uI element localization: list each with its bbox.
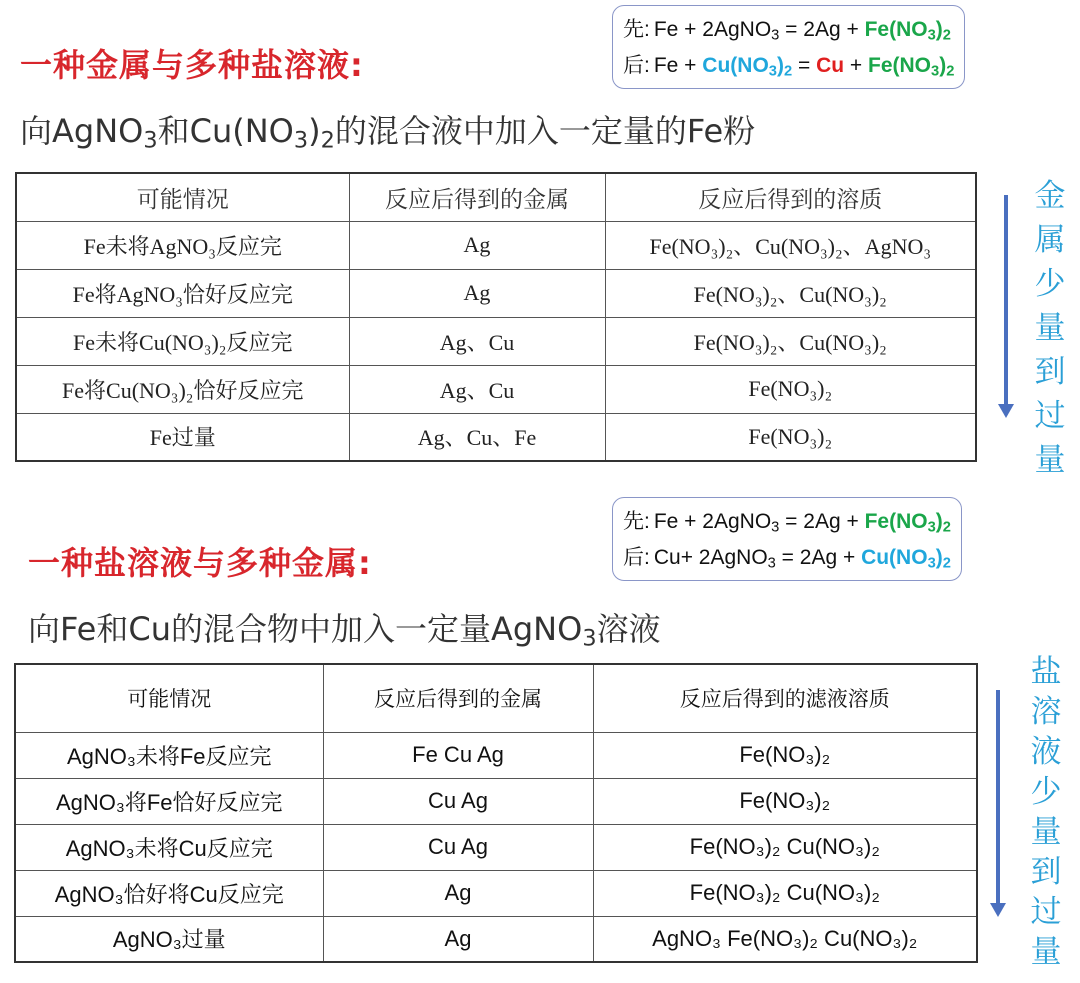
table-cell: AgNO₃未将Fe反应完 — [15, 732, 323, 778]
section1-down-arrow-icon — [998, 404, 1014, 418]
eq-part: = 2Ag + — [779, 18, 865, 41]
table-cell: Cu Ag — [323, 824, 593, 870]
table-cell: Ag — [349, 221, 605, 269]
eq-product-blue: $Cu(NO_3)_2$ — [861, 546, 951, 572]
table-row — [15, 916, 977, 962]
table-cell: Ag、Cu — [349, 365, 605, 413]
table-cell: Fe将AgNO₃恰好反应完 — [16, 269, 349, 317]
table-cell: AgNO₃将Fe恰好反应完 — [15, 778, 323, 824]
table-cell: Ag、Cu、Fe — [349, 413, 605, 461]
table-cell: Fe(NO₃)₂ Cu(NO₃)₂ — [593, 824, 977, 870]
header-cell: 反应后得到的金属 — [349, 173, 605, 221]
table-row — [16, 269, 976, 317]
section2-equation-second — [623, 540, 951, 576]
table-header-row — [16, 173, 976, 221]
table-row — [16, 413, 976, 461]
table-cell: Fe将Cu(NO₃)₂恰好反应完 — [16, 365, 349, 413]
table-cell: Fe(NO₃)₂ — [605, 413, 976, 461]
header-cell: 可能情况 — [15, 664, 323, 732]
section1-equation-first — [623, 12, 954, 48]
eq-part: = 2Ag + — [779, 510, 865, 533]
section1-side-label: 金 属 少 量 到 过 量 — [1034, 178, 1066, 478]
eq-metal-red: Cu — [816, 54, 845, 77]
section2-equation-box — [612, 497, 962, 581]
eq-part: Fe + — [653, 54, 703, 77]
eq-part: = — [792, 54, 817, 77]
table-header-row — [15, 664, 977, 732]
header-cell: 反应后得到的金属 — [323, 664, 593, 732]
section1-down-arrow-shaft — [1004, 195, 1008, 405]
eq-product-green: $Fe(NO_3)_2$ — [864, 510, 951, 536]
table-row — [16, 365, 976, 413]
table-cell: Fe(NO₃)₂ Cu(NO₃)₂ — [593, 870, 977, 916]
eq-label-second: 后: — [623, 54, 650, 77]
table-cell: Ag、Cu — [349, 317, 605, 365]
table-cell: Fe未将AgNO₃反应完 — [16, 221, 349, 269]
table-cell: Fe(NO₃)₂ — [605, 365, 976, 413]
section2-side-label: 盐 溶 液 少 量 到 过 量 — [1030, 654, 1062, 970]
eq-sub: 3 — [771, 519, 780, 536]
eq-reactant-blue: $Cu(NO_3)_2$ — [702, 54, 793, 80]
table-cell: Fe(NO₃)₂、Cu(NO₃)₂ — [605, 317, 976, 365]
eq-label-first: 先: — [623, 510, 650, 533]
section2-down-arrow-shaft — [996, 690, 1000, 904]
table-row — [15, 824, 977, 870]
eq-part: Fe + 2AgNO — [653, 18, 772, 41]
table-row — [16, 221, 976, 269]
eq-product-green: $Fe(NO_3)_2$ — [864, 18, 951, 44]
eq-part: = 2Ag + — [775, 546, 862, 569]
eq-sub: 3 — [767, 555, 776, 572]
table-row — [16, 317, 976, 365]
section2-table — [14, 663, 978, 963]
header-cell: 可能情况 — [16, 173, 349, 221]
section2-subtitle: 向Fe和Cu的混合物中加入一定量AgNO$_3$溶液 — [28, 610, 661, 652]
table-cell: AgNO₃ Fe(NO₃)₂ Cu(NO₃)₂ — [593, 916, 977, 962]
section1-subtitle: 向AgNO$_3$和$Cu(NO_3)_2$的混合液中加入一定量的Fe粉 — [20, 112, 756, 154]
section1-equation-second — [623, 48, 954, 84]
table-cell: AgNO₃过量 — [15, 916, 323, 962]
eq-part: Cu+ 2AgNO — [653, 546, 768, 569]
table-cell: AgNO₃未将Cu反应完 — [15, 824, 323, 870]
section2-equation-first — [623, 504, 951, 540]
table-cell: Fe(NO₃)₂、Cu(NO₃)₂、AgNO₃ — [605, 221, 976, 269]
table-cell: Fe(NO₃)₂、Cu(NO₃)₂ — [605, 269, 976, 317]
section2-down-arrow-icon — [990, 903, 1006, 917]
header-cell: 反应后得到的滤液溶质 — [593, 664, 977, 732]
table-cell: Fe过量 — [16, 413, 349, 461]
eq-part: Fe + 2AgNO — [653, 510, 772, 533]
section1-heading: 一种金属与多种盐溶液: — [20, 46, 364, 84]
table-cell: Fe Cu Ag — [323, 732, 593, 778]
table-cell: Ag — [323, 916, 593, 962]
table-row — [15, 732, 977, 778]
section2-heading: 一种盐溶液与多种金属: — [28, 544, 372, 582]
table-cell: AgNO₃恰好将Cu反应完 — [15, 870, 323, 916]
eq-product-green: $Fe(NO_3)_2$ — [868, 54, 955, 80]
eq-part: + — [844, 54, 869, 77]
eq-sub: 3 — [771, 27, 780, 44]
eq-label-first: 先: — [623, 18, 650, 41]
table-row — [15, 870, 977, 916]
section1-table — [15, 172, 977, 462]
table-cell: Fe未将Cu(NO₃)₂反应完 — [16, 317, 349, 365]
header-cell: 反应后得到的溶质 — [605, 173, 976, 221]
table-cell: Ag — [349, 269, 605, 317]
table-cell: Ag — [323, 870, 593, 916]
eq-label-second: 后: — [623, 546, 650, 569]
table-cell: Fe(NO₃)₂ — [593, 732, 977, 778]
table-row — [15, 778, 977, 824]
section1-equation-box — [612, 5, 965, 89]
table-cell: Fe(NO₃)₂ — [593, 778, 977, 824]
table-cell: Cu Ag — [323, 778, 593, 824]
